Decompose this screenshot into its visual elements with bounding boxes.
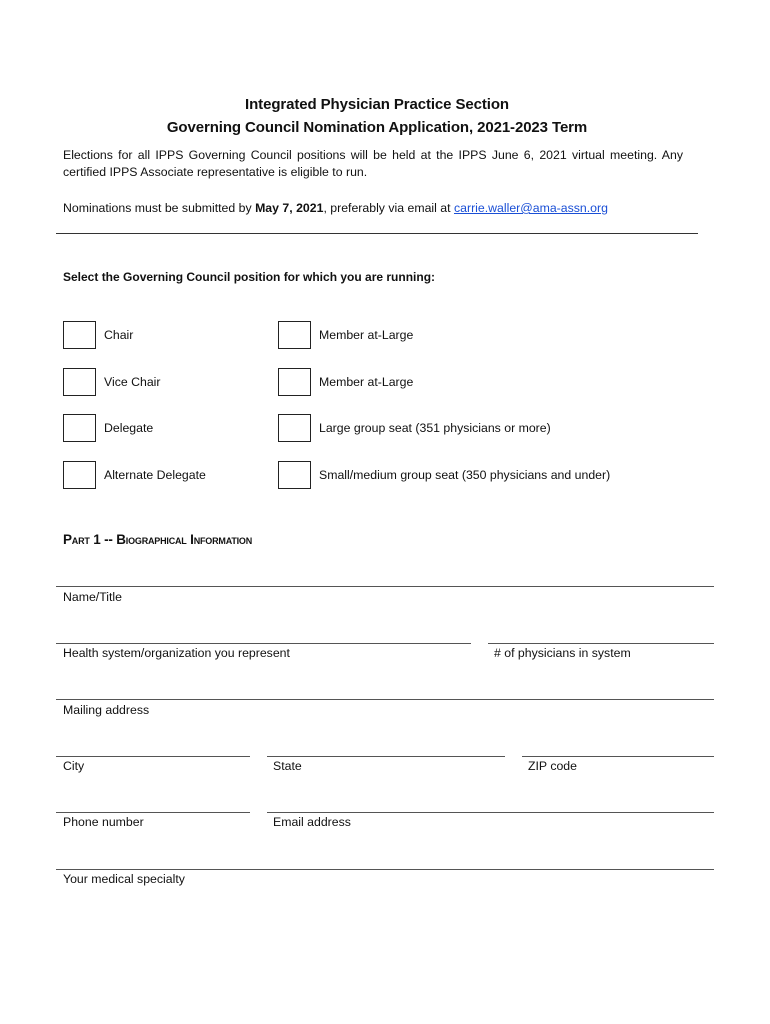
mailing-address-label: Mailing address [63,703,150,717]
city-label: City [63,759,85,773]
phone-line[interactable] [56,812,250,813]
num-physicians-label: # of physicians in system [494,646,631,660]
nomination-deadline: May 7, 2021 [255,201,324,215]
form-title-line-2: Governing Council Nomination Application, 2021-2023 Term [166,119,588,136]
checkbox-label-member-at-large-2: Member at-Large [319,375,414,389]
form-title-line-1: Integrated Physician Practice Section [245,96,509,113]
state-line[interactable] [267,756,505,757]
checkbox-label-large-group-seat: Large group seat (351 physicians or more) [319,421,551,435]
position-prompt: Select the Governing Council position for which you are running: [63,270,436,284]
contact-email-link[interactable]: carrie.waller@ama-assn.org [453,201,608,215]
city-line[interactable] [56,756,250,757]
health-system-line[interactable] [56,643,471,644]
checkbox-label-delegate: Delegate [104,421,154,435]
checkbox-label-small-medium-group-seat: Small/medium group seat (350 physicians and under) [319,468,611,482]
email-label: Email address [273,815,351,829]
nominations-middle: , preferably via email at [323,201,454,215]
checkbox-delegate[interactable] [63,414,96,442]
specialty-line[interactable] [56,869,714,870]
checkbox-member-at-large-1[interactable] [278,321,311,349]
zip-line[interactable] [522,756,714,757]
checkbox-label-alternate-delegate: Alternate Delegate [104,468,206,482]
specialty-label: Your medical specialty [63,872,185,886]
health-system-label: Health system/organization you represent [63,646,290,660]
zip-label: ZIP code [528,759,577,773]
checkbox-vice-chair[interactable] [63,368,96,396]
phone-label: Phone number [63,815,144,829]
checkbox-label-member-at-large-1: Member at-Large [319,328,414,342]
checkbox-label-vice-chair: Vice Chair [104,375,161,389]
checkbox-small-medium-group-seat[interactable] [278,461,311,489]
intro-divider [56,233,698,234]
state-label: State [273,759,302,773]
checkbox-label-chair: Chair [104,328,134,342]
checkbox-large-group-seat[interactable] [278,414,311,442]
name-title-label: Name/Title [63,590,122,604]
checkbox-chair[interactable] [63,321,96,349]
checkbox-alternate-delegate[interactable] [63,461,96,489]
mailing-address-line[interactable] [56,699,714,700]
nominations-paragraph [63,200,683,217]
elections-paragraph: Elections for all IPPS Governing Council positions will be held at the IPPS June 6, 2021 virtual meeting. Any certified IPPS Associate representative is eligible to run. [63,148,683,179]
num-physicians-line[interactable] [488,643,714,644]
email-line[interactable] [267,812,714,813]
checkbox-member-at-large-2[interactable] [278,368,311,396]
part1-heading: Part 1 -- Biographical Information [63,532,253,547]
name-title-line[interactable] [56,586,714,587]
nominations-prefix: Nominations must be submitted by [63,201,256,215]
